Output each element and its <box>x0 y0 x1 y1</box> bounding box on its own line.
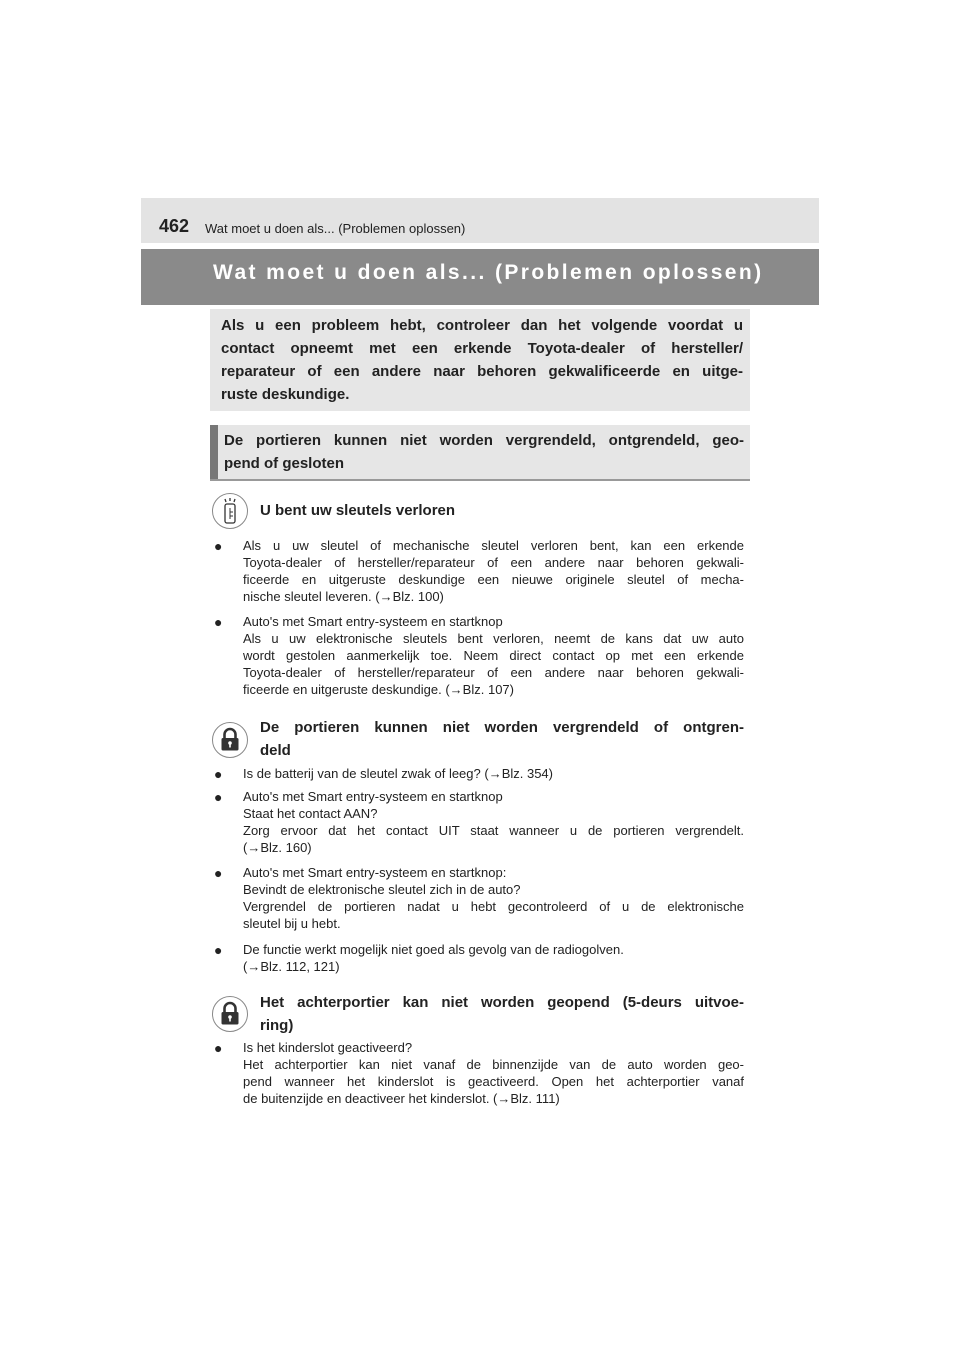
bullet-icon: ● <box>214 766 223 782</box>
list-item-line: (→Blz. 160) <box>243 840 312 855</box>
list-item-line: de buitenzijde en deactiveer het kinderslot. (→Blz. 111) <box>243 1091 560 1106</box>
list-item-line: Bevindt de elektronische sleutel zich in de auto? <box>243 882 521 897</box>
list-item-line: ficeerde en uitgeruste deskundige een nieuwe originele sleutel of mecha- <box>243 572 744 587</box>
list-item-line: Toyota-dealer of hersteller/reparateur of een andere naar behoren gekwali- <box>243 555 744 570</box>
key-icon <box>212 493 248 529</box>
intro-text <box>221 314 743 406</box>
list-item-line: Is het kinderslot geactiveerd? <box>243 1040 413 1055</box>
list-item-line: wordt gestolen aanmerkelijk toe. Neem direct contact op met een erkende <box>243 648 744 663</box>
list-item-line: Vergrendel de portieren nadat u hebt gecontroleerd of u de elektronische <box>243 899 744 914</box>
subsection-heading-back-door <box>260 991 744 1037</box>
section-heading-line: pend of gesloten <box>224 455 344 472</box>
list-item-line: Auto's met Smart entry-systeem en startknop <box>243 789 503 804</box>
running-title: Wat moet u doen als... (Problemen oplossen) <box>205 221 466 236</box>
list-item-line: De functie werkt mogelijk niet goed als gevolg van de radiogolven. <box>243 942 624 957</box>
list-item-line: pend wanneer het kinderslot is geactiveerd. Open het achterportier vanaf <box>243 1074 744 1089</box>
lock-icon <box>212 722 248 758</box>
list-item-line: Als u uw sleutel of mechanische sleutel verloren bent, kan een erkende <box>243 538 744 553</box>
lock-icon <box>212 996 248 1032</box>
subsection-heading-keys-lost: U bent uw sleutels verloren <box>260 502 456 519</box>
intro-line: reparateur of een andere naar behoren gekwalificeerde en uitge- <box>221 363 743 380</box>
list-item <box>243 864 744 932</box>
list-item-line: Auto's met Smart entry-systeem en startknop <box>243 614 503 629</box>
subsection-heading-line: De portieren kunnen niet worden vergrendeld of ontgren- <box>260 719 744 736</box>
intro-line: ruste deskundige. <box>221 386 350 403</box>
list-item-line: Staat het contact AAN? <box>243 806 378 821</box>
bullet-icon: ● <box>214 789 223 805</box>
list-item-line: Toyota-dealer of hersteller/reparateur of een andere naar behoren gekwali- <box>243 665 744 680</box>
list-item-line: ficeerde en uitgeruste deskundige. (→Blz. 107) <box>243 682 514 697</box>
bullet-icon: ● <box>214 865 223 881</box>
section-heading-bar <box>210 425 218 479</box>
list-item <box>243 1039 744 1107</box>
list-item-line: Zorg ervoor dat het contact UIT staat wanneer u de portieren vergrendelt. <box>243 823 744 838</box>
intro-line: contact opneemt met een erkende Toyota-dealer of hersteller/ <box>221 340 743 357</box>
list-item-line: Als u uw elektronische sleutels bent verloren, neemt de kans dat uw auto <box>243 631 744 646</box>
subsection-heading-line: Het achterportier kan niet worden geopend (5-deurs uitvoe- <box>260 994 744 1011</box>
list-item-line: (→Blz. 112, 121) <box>243 959 340 974</box>
subsection-heading-line: deld <box>260 742 291 759</box>
bullet-icon: ● <box>214 614 223 630</box>
list-item-line: Auto's met Smart entry-systeem en startknop: <box>243 865 507 880</box>
subsection-heading-doors-lock <box>260 716 744 762</box>
list-item <box>243 765 744 782</box>
list-item <box>243 941 744 975</box>
bullet-icon: ● <box>214 942 223 958</box>
page-title: Wat moet u doen als... (Problemen oplossen) <box>213 261 764 284</box>
list-item-line: Het achterportier kan niet vanaf de binnenzijde van de auto worden geo- <box>243 1057 744 1072</box>
list-item <box>243 788 744 856</box>
list-item <box>243 537 744 605</box>
list-item-line: nische sleutel leveren. (→Blz. 100) <box>243 589 444 604</box>
bullet-icon: ● <box>214 1040 223 1056</box>
page-number: 462 <box>159 216 190 236</box>
list-item <box>243 613 744 698</box>
section-heading-line: De portieren kunnen niet worden vergrendeld, ontgrendeld, geo- <box>224 432 744 449</box>
bullet-icon: ● <box>214 538 223 554</box>
section-heading <box>210 425 750 481</box>
list-item-line: Is de batterij van de sleutel zwak of leeg? (→Blz. 354) <box>243 766 553 781</box>
subsection-heading-line: ring) <box>260 1017 294 1034</box>
list-item-line: sleutel bij u hebt. <box>243 916 341 931</box>
intro-line: Als u een probleem hebt, controleer dan het volgende voordat u <box>221 317 743 334</box>
